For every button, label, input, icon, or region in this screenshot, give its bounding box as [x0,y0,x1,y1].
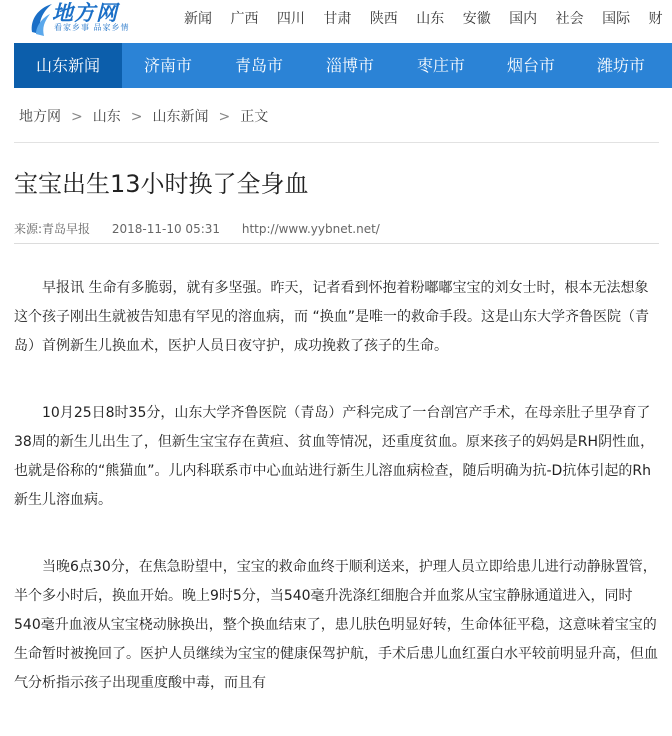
channel-tab-jinan[interactable]: 济南市 [143,56,192,75]
top-nav-item[interactable]: 国内 [509,11,538,27]
channel-tab-zibo[interactable]: 淄博市 [325,56,374,75]
top-nav-item[interactable]: 财 [648,11,663,27]
article-title: 宝宝出生13小时换了全身血 [14,170,309,198]
breadcrumb-home[interactable]: 地方网 [19,109,61,125]
channel-tab-yantai[interactable]: 烟台市 [506,56,555,75]
top-nav-item[interactable]: 安徽 [462,11,491,27]
chevron-right-icon: > [130,109,143,125]
breadcrumb-divider [14,142,659,143]
logo-text: 地方网 [52,1,118,25]
top-nav-item[interactable]: 甘肃 [323,11,352,27]
article-meta [14,220,398,237]
channel-tab-shandong-news[interactable]: 山东新闻 [14,43,122,88]
article-body [14,274,659,736]
top-nav-item[interactable]: 四川 [276,11,305,27]
top-nav-item[interactable]: 社会 [555,11,584,27]
channel-tab-weifang[interactable]: 潍坊市 [596,56,645,75]
article-date: 2018-11-10 05:31 [111,222,221,236]
channel-tab-qingdao[interactable]: 青岛市 [234,56,283,75]
channel-nav [14,43,672,88]
chevron-right-icon: > [218,109,231,125]
meta-divider [14,243,659,244]
site-logo[interactable] [14,0,134,40]
top-nav-item[interactable]: 国际 [602,11,631,27]
breadcrumb-shandong-news[interactable]: 山东新闻 [152,109,209,125]
article-source: 来源:青岛早报 [14,222,91,236]
logo-swoosh-icon [28,2,54,36]
breadcrumb [19,106,268,126]
top-nav-item[interactable]: 新闻 [184,11,212,27]
breadcrumb-shandong[interactable]: 山东 [92,109,121,125]
channel-tab-zaozhuang[interactable]: 枣庄市 [416,56,465,75]
article-source-url[interactable]: http://www.yybnet.net/ [241,222,380,236]
article-paragraph: 当晚6点30分，在焦急盼望中，宝宝的救命血终于顺利送来，护理人员立即给患儿进行动静脉置管，半个多小时后，换血开始。晚上9时5分，当540毫升洗涤红细胞合并血浆从宝宝静脉通道进入，同时540毫升血液从宝宝桡动脉换出，整个换血结束了，患儿肤色明显好转，生命体征平稳，这意味着宝宝的生命暂时被挽回了。医护人员继续为宝宝的健康保驾护航，手术后患儿血红蛋白水平较前明显升高，但血气分析指示孩子出现重度酸中毒，而且有 [14,559,658,691]
chevron-right-icon: > [71,109,83,125]
top-bar [0,0,672,43]
logo-slogan: 看家乡事 品家乡情 [54,23,130,32]
article-paragraph: 早报讯 生命有多脆弱，就有多坚强。昨天，记者看到怀抱着粉嘟嘟宝宝的刘女士时，根本无法想象这个孩子刚出生就被告知患有罕见的溶血病，而 “换血”是唯一的救命手段。这是山东大学齐鲁医院（青岛）首例新生儿换血术，医护人员日夜守护，成功挽救了孩子的生命。 [14,280,649,354]
breadcrumb-current: 正文 [240,109,269,125]
top-nav-item[interactable]: 陕西 [369,11,398,27]
top-nav-item[interactable]: 山东 [416,11,445,27]
top-nav [184,8,672,28]
top-nav-item[interactable]: 广西 [230,11,259,27]
article-paragraph: 10月25日8时35分，山东大学齐鲁医院（青岛）产科完成了一台剖宫产手术，在母亲肚子里孕育了38周的新生儿出生了，但新生宝宝存在黄疸、贫血等情况，还重度贫血。原来孩子的妈妈是RH阴性血，也就是俗称的“熊猫血”。儿内科联系市中心血站进行新生儿溶血病检查，随后明确为抗-D抗体引起的Rh新生儿溶血病。 [14,405,655,508]
